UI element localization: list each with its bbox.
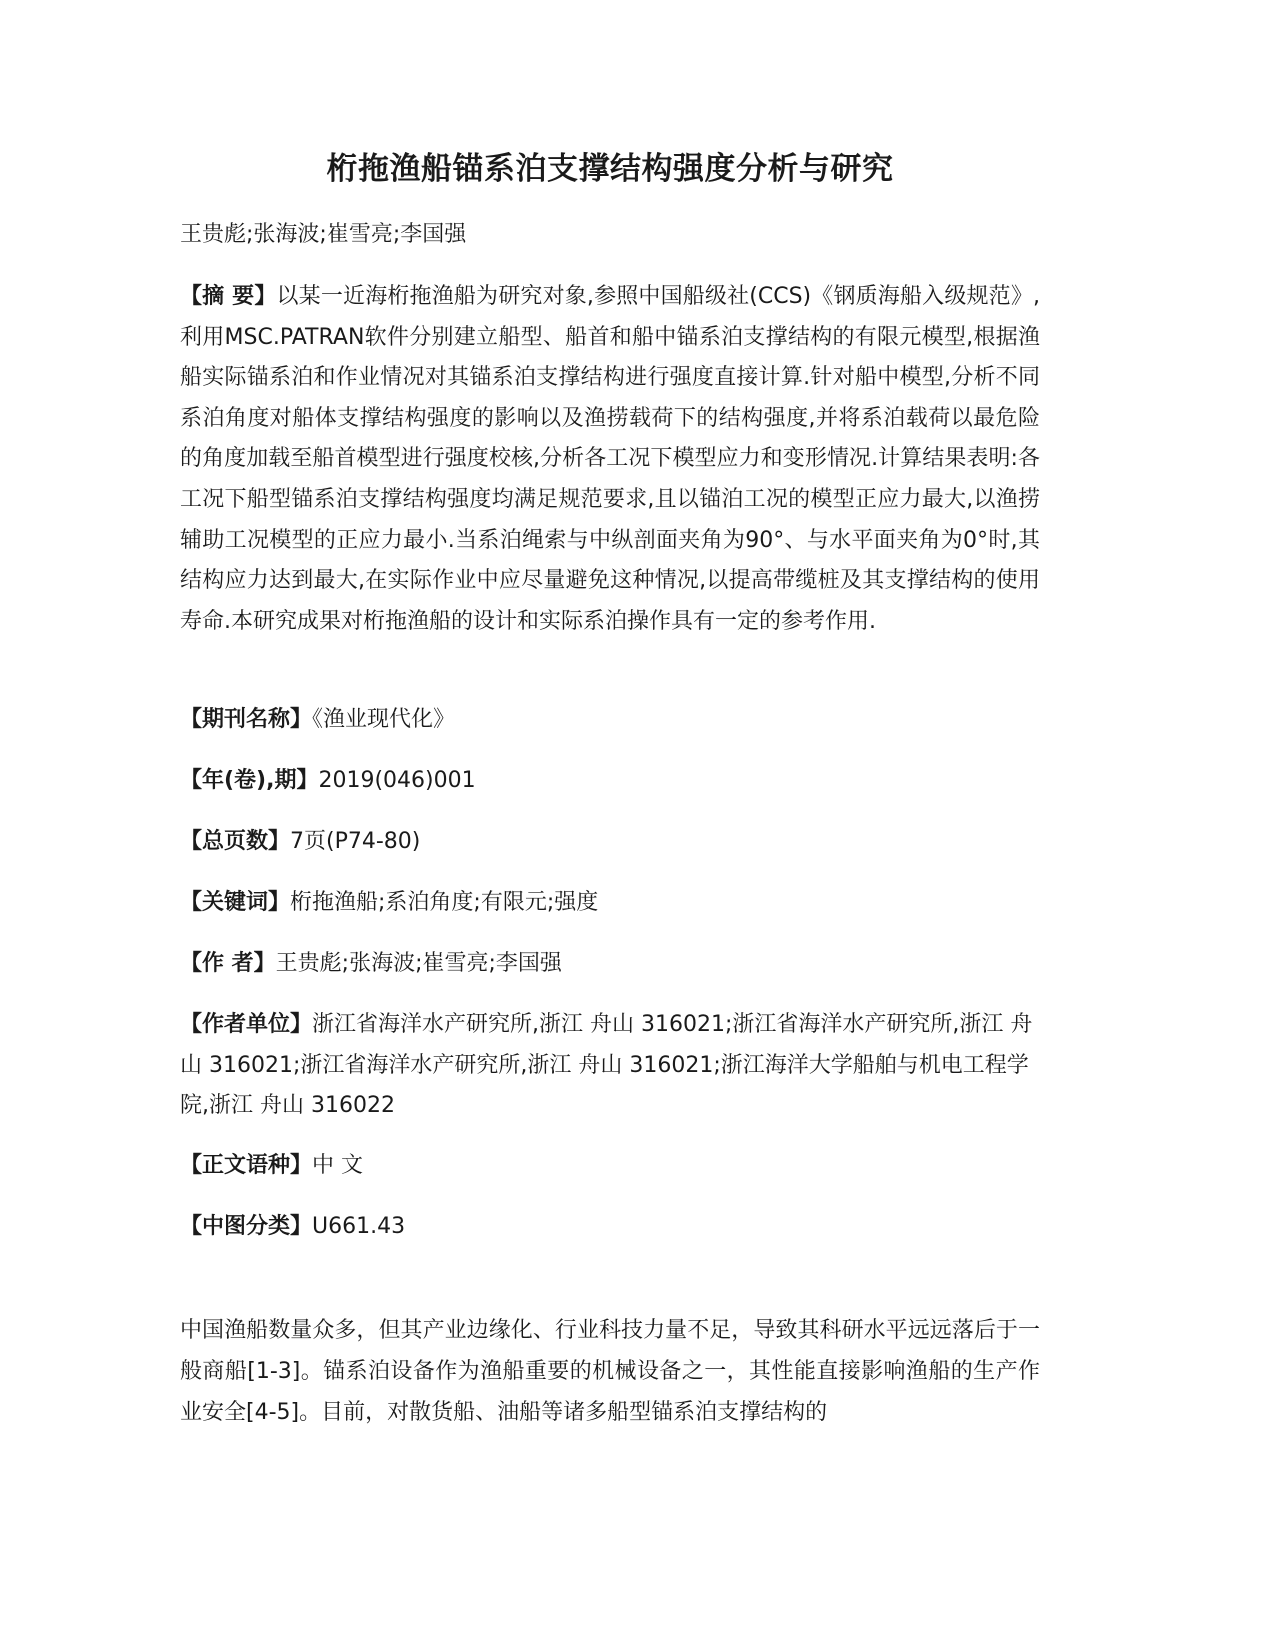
meta-keywords-value: 桁拖渔船;系泊角度;有限元;强度 — [290, 890, 599, 915]
meta-pages — [180, 822, 1040, 863]
meta-affiliation-value: 浙江省海洋水产研究所,浙江 舟山 316021;浙江省海洋水产研究所,浙江 舟山 316021;浙江省海洋水产研究所,浙江 舟山 316021;浙江海洋大学船舶与机电工程学院,浙江 舟山 316022 — [180, 1012, 1033, 1119]
meta-issue-label: 【年(卷),期】 — [180, 768, 319, 793]
meta-pages-label: 【总页数】 — [180, 829, 291, 854]
meta-keywords-label: 【关键词】 — [180, 890, 291, 915]
body-paragraph: 中国渔船数量众多，但其产业边缘化、行业科技力量不足，导致其科研水平远远落后于一般商船[1-3]。锚系泊设备作为渔船重要的机械设备之一，其性能直接影响渔船的生产作业安全[4-5]。目前，对散货船、油船等诸多船型锚系泊支撑结构的 — [180, 1318, 1040, 1425]
abstract-section — [180, 277, 1040, 642]
meta-authors-label: 【作 者】 — [180, 951, 276, 976]
meta-authors-value: 王贵彪;张海波;崔雪亮;李国强 — [275, 951, 562, 976]
paper-title: 桁拖渔船锚系泊支撑结构强度分析与研究 — [326, 151, 894, 187]
meta-language — [180, 1146, 1040, 1187]
meta-pages-value: 7页(P74-80) — [290, 829, 421, 854]
author-line: 王贵彪;张海波;崔雪亮;李国强 — [180, 222, 467, 247]
meta-keywords — [180, 883, 1040, 924]
meta-issue-value: 2019(046)001 — [318, 768, 476, 793]
meta-journal-label: 【期刊名称】 — [180, 707, 313, 732]
meta-classification-value: U661.43 — [312, 1214, 406, 1239]
meta-language-value: 中 文 — [312, 1153, 364, 1178]
abstract-text: 以某一近海桁拖渔船为研究对象,参照中国船级社(CCS)《钢质海船入级规范》,利用MSC.PATRAN软件分别建立船型、船首和船中锚系泊支撑结构的有限元模型,根据渔船实际锚系泊和作业情况对其锚系泊支撑结构进行强度直接计算.针对船中模型,分析不同系泊角度对船体支撑结构强度的影响以及渔捞载荷下的结构强度,并将系泊载荷以最危险的角度加载至船首模型进行强度校核,分析各工况下模型应力和变形情况.计算结果表明:各工况下船型锚系泊支撑结构强度均满足规范要求,且以锚泊工况的模型正应力最大,以渔捞辅助工况模型的正应力最小.当系泊绳索与中纵剖面夹角为90°、与水平面夹角为0°时,其结构应力达到最大,在实际作业中应尽量避免这种情况,以提高带缆桩及其支撑结构的使用寿命.本研究成果对桁拖渔船的设计和实际系泊操作具有一定的参考作用. — [180, 284, 1040, 634]
meta-classification-label: 【中图分类】 — [180, 1214, 313, 1239]
meta-authors — [180, 944, 1040, 985]
meta-journal — [180, 700, 1040, 741]
meta-affiliation — [180, 1005, 1040, 1127]
meta-journal-value: 《渔业现代化》 — [312, 707, 456, 732]
abstract-label: 【摘 要】 — [180, 284, 277, 309]
meta-affiliation-label: 【作者单位】 — [180, 1012, 313, 1037]
meta-classification — [180, 1207, 1040, 1248]
meta-issue — [180, 761, 1040, 802]
meta-language-label: 【正文语种】 — [180, 1153, 313, 1178]
